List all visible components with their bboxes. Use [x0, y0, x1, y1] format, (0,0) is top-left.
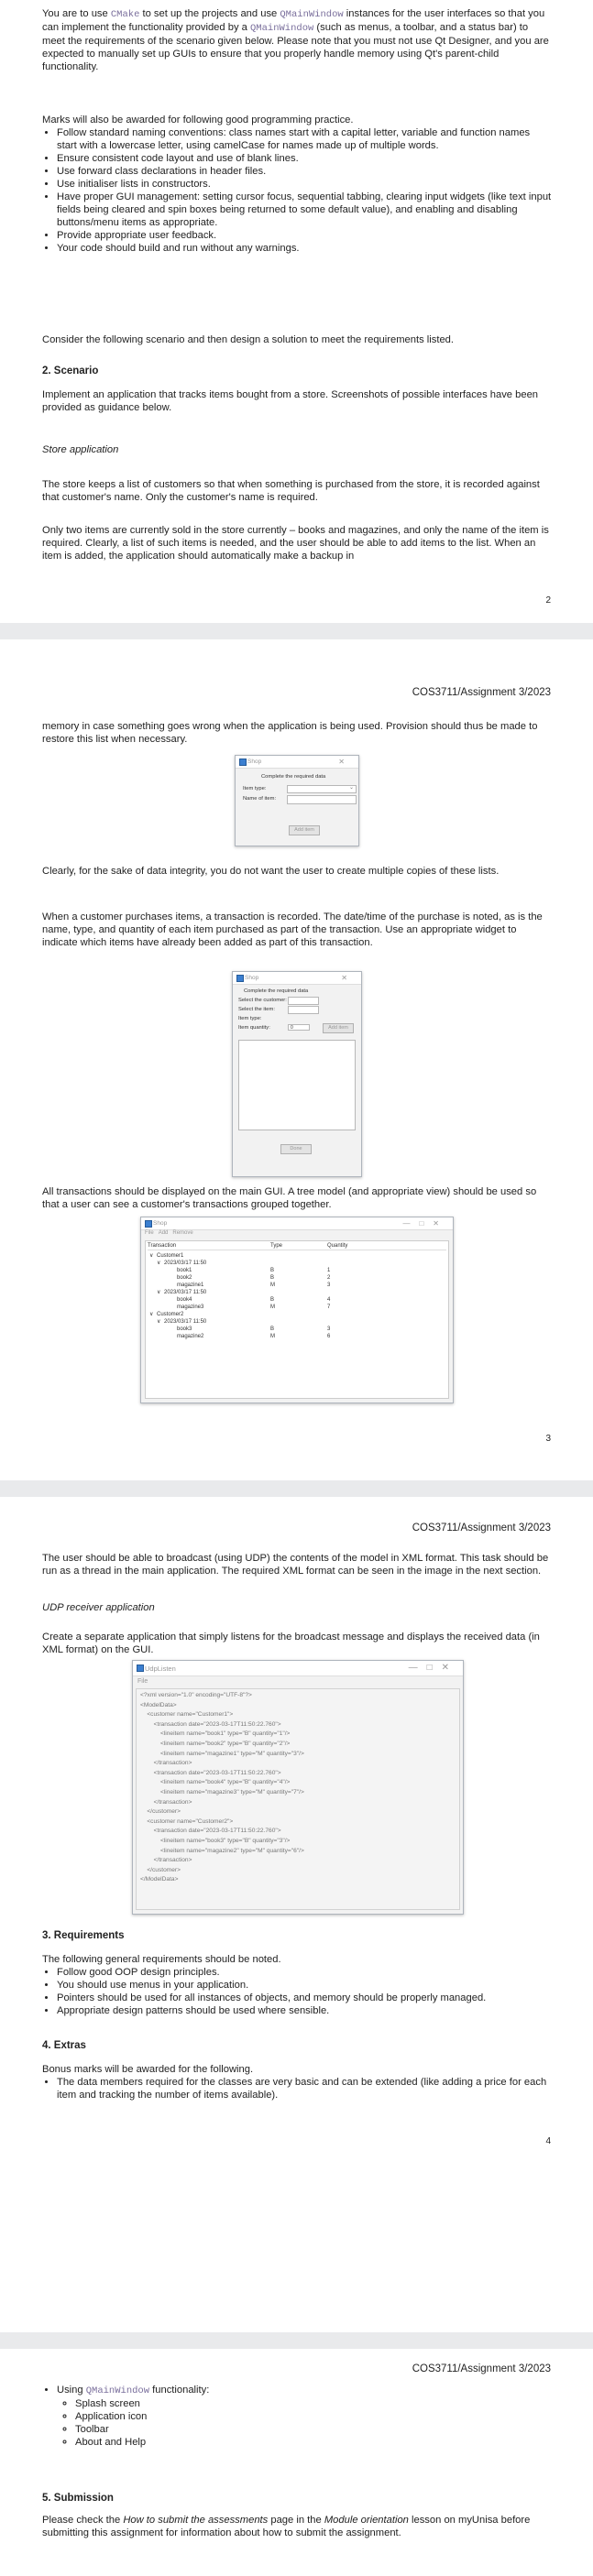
- item-label: Select the item:: [238, 1007, 275, 1012]
- memory-text: memory in case something goes wrong when the application is being used. Provision should thus be made to restore this list when necessary.: [42, 721, 538, 745]
- tree-body: [148, 1252, 446, 1340]
- xml-line: </transaction>: [140, 1798, 192, 1806]
- udp-receiver-text: Create a separate application that simply listens for the broadcast message and displays the received data (in XML format) on the GUI.: [42, 1632, 540, 1655]
- tree-cell-text: Customer1: [157, 1253, 184, 1259]
- item-type-label: Item type:: [238, 1016, 262, 1021]
- tree-cell-text: magazine2: [177, 1334, 204, 1339]
- tree-cell-text: 2023/03/17 11:50: [164, 1290, 207, 1295]
- page-2: [0, 0, 593, 623]
- udp-listen-window: UdpListen —□✕ File <?xml version="1.0" encoding="UTF-8"?> <ModelData> <customer name="Customer1"> <transaction date="2023-03-17T11:50:22.760"> <lineitem name="book1" type="B" quantity="1"/> <lineitem name="book2" type="B" quantity="2"/> <lineitem name="magazine1" type="M" quantity="3"/> </transaction> <transaction date="2023-03-17T11:50:22.760"> <lineitem name="book4" type="B" quantity="4"/> <lineitem name="magazine3" type="M" quantity="7"/> </transaction> </customer> <customer name="Customer2"> <transaction date="2023-03-17T11:50:22.760"> <lineitem name="book3" type="B" quantity="3"/> <lineitem name="magazine2" type="M" quantity="6"/> </transaction> </customer> </ModelData>: [132, 1660, 464, 1915]
- scenario-text: Implement an application that tracks items bought from a store. Screenshots of possible interfaces have been provided as guidance below.: [42, 389, 539, 413]
- tree-cell-type: M: [270, 1304, 275, 1310]
- added-items-list[interactable]: [238, 1040, 356, 1130]
- list-item: • Appropriate design patterns should be used where sensible.: [57, 2004, 552, 2017]
- requirements-section: The following general requirements should be noted. • Follow good OOP design principles. • You should use menus in your application. • Pointers should be used for all instances of objects, and memory should be properly managed. • Appropriate design patterns should be used where sensible.: [42, 1953, 552, 2017]
- list-item: • Use initialiser lists in constructors.: [57, 178, 552, 191]
- expand-arrow-icon[interactable]: ∨: [157, 1261, 161, 1266]
- quantity-label: Item quantity:: [238, 1025, 270, 1031]
- window-controls[interactable]: —□✕: [408, 1663, 458, 1673]
- tree-cell-quantity: 3: [327, 1326, 331, 1332]
- submission-text: Please check the How to submit the assessments page in the Module orientation lesson on myUnisa before submitting this assignment for information about how to submit the assignment.: [42, 2515, 531, 2538]
- tree-cell-text: magazine3: [177, 1304, 204, 1310]
- list-item: ◦ Application icon: [75, 2410, 552, 2423]
- cmake-code: CMake: [110, 9, 140, 20]
- page-number: 3: [545, 1434, 551, 1444]
- page-separator: [0, 1480, 593, 1497]
- xml-line: </customer>: [140, 1866, 181, 1873]
- expand-arrow-icon[interactable]: ∨: [149, 1253, 154, 1259]
- menu-file[interactable]: File: [137, 1678, 148, 1685]
- column-type[interactable]: Type: [270, 1243, 283, 1249]
- xml-line: <transaction date="2023-03-17T11:50:22.760">: [140, 1769, 281, 1776]
- list-item: • Use forward class declarations in header files.: [57, 165, 552, 178]
- consider-text: Consider the following scenario and then design a solution to meet the requirements listed.: [42, 334, 455, 345]
- udp-receiver-heading: UDP receiver application: [42, 1602, 155, 1613]
- add-item-dialog: Shop ✕ Complete the required data Item type: ⌄ Name of item: Add item: [235, 755, 359, 846]
- xml-line: <?xml version="1.0" encoding="UTF-8"?>: [140, 1692, 252, 1698]
- close-icon[interactable]: ✕: [338, 758, 354, 766]
- page-header: COS3711/Assignment 3/2023: [412, 1523, 551, 1534]
- tree-row[interactable]: [148, 1289, 446, 1296]
- requirements-list: [42, 1966, 552, 2017]
- store-text: The store keeps a list of customers so that when something is purchased from the store, it is recorded against that customer's name. Only the customer's name is required.: [42, 479, 540, 503]
- xml-line: <lineitem name="magazine2" type="M" quantity="6"/>: [140, 1847, 304, 1854]
- item-name-input[interactable]: [287, 795, 357, 804]
- xml-line: </customer>: [140, 1808, 181, 1816]
- add-item-button[interactable]: Add item: [289, 825, 320, 835]
- expand-arrow-icon[interactable]: ∨: [149, 1312, 154, 1317]
- list-item: • Ensure consistent code layout and use of blank lines.: [57, 152, 552, 165]
- tree-cell-text: book4: [177, 1297, 192, 1303]
- page-header: COS3711/Assignment 3/2023: [412, 2363, 551, 2374]
- list-item: • Follow good OOP design principles.: [57, 1966, 552, 1979]
- items-text: Only two items are currently sold in the store currently – books and magazines, and only the name of the item is required. Clearly, a list of such items is needed, and the user should be able to add items to the list. When an item is added, the application should automatically make a backup in: [42, 525, 549, 562]
- tree-cell-type: B: [270, 1297, 275, 1303]
- list-item: • Your code should build and run without any warnings.: [57, 242, 552, 255]
- xml-line: <customer name="Customer1">: [140, 1711, 234, 1719]
- tree-row[interactable]: [148, 1304, 446, 1311]
- app-icon: [145, 1220, 152, 1228]
- list-item: • Provide appropriate user feedback.: [57, 229, 552, 242]
- menu-file[interactable]: File: [145, 1230, 154, 1236]
- extras-list: [42, 2076, 552, 2101]
- section-heading-extras: 4. Extras: [42, 2040, 86, 2051]
- window-controls[interactable]: —□✕: [402, 1219, 448, 1228]
- page-4: [0, 1497, 593, 2334]
- tree-cell-text: 2023/03/17 11:50: [164, 1319, 207, 1325]
- transaction-tree-view[interactable]: [145, 1240, 449, 1399]
- store-app-heading: Store application: [42, 444, 119, 455]
- tree-cell-text: book3: [177, 1326, 192, 1332]
- qmainwindow-features: • Using QMainWindow functionality: ◦ Splash screen ◦ Application icon ◦ Toolbar ◦ About and Help: [42, 2384, 552, 2449]
- tree-cell-quantity: 1: [327, 1268, 331, 1273]
- tree-header: [148, 1242, 446, 1250]
- app-icon: [236, 975, 244, 982]
- page-3: [0, 639, 593, 1480]
- tree-row[interactable]: [148, 1311, 446, 1318]
- udp-broadcast-text: The user should be able to broadcast (using UDP) the contents of the model in XML format. This task should be run as a thread in the main application. The required XML format can be seen in the image in the next section.: [42, 1553, 549, 1577]
- tree-row[interactable]: [148, 1296, 446, 1304]
- page-number: 4: [545, 2136, 551, 2146]
- tree-cell-type: M: [270, 1283, 275, 1288]
- list-item: • The data members required for the classes are very basic and can be extended (like adding a price for each item and tracking the number of items available).: [57, 2076, 552, 2101]
- list-item: • Pointers should be used for all instances of objects, and memory should be properly managed.: [57, 1992, 552, 2004]
- xml-line: </transaction>: [140, 1760, 192, 1767]
- extras-section: Bonus marks will be awarded for the following. • The data members required for the classes are very basic and can be extended (like adding a price for each item and tracking the number of items available).: [42, 2063, 552, 2101]
- page-header: COS3711/Assignment 3/2023: [412, 687, 551, 698]
- page-separator: [0, 2332, 593, 2349]
- item-name-label: Name of item:: [243, 796, 277, 802]
- list-item: ◦ Splash screen: [75, 2397, 552, 2410]
- tree-row[interactable]: [148, 1260, 446, 1267]
- xml-line: <transaction date="2023-03-17T11:50:22.760">: [140, 1720, 281, 1728]
- tree-cell-text: book1: [177, 1268, 192, 1273]
- list-item: • You should use menus in your application.: [57, 1979, 552, 1992]
- list-item: • Follow standard naming conventions: class names start with a capital letter, variable and function names start with a lowercase letter, using camelCase for names made up of multiple words.: [57, 126, 552, 152]
- transaction-text: When a customer purchases items, a transaction is recorded. The date/time of the purchase is noted, as is the name, type, and quantity of each item purchased as part of the transaction. Use an appropriate widget to indicate which items have already been added as part of this transaction.: [42, 911, 543, 948]
- xml-line: <customer name="Customer2">: [140, 1817, 234, 1825]
- tree-cell-text: book2: [177, 1275, 192, 1281]
- tree-cell-quantity: 7: [327, 1304, 331, 1310]
- xml-line: <lineitem name="book3" type="B" quantity="3"/>: [140, 1837, 291, 1844]
- xml-line: <ModelData>: [140, 1701, 177, 1708]
- tree-cell-quantity: 4: [327, 1297, 331, 1303]
- tree-cell-type: B: [270, 1326, 275, 1332]
- item-type-select[interactable]: [287, 785, 357, 793]
- tree-row[interactable]: [148, 1333, 446, 1340]
- xml-line: <lineitem name="book2" type="B" quantity="2"/>: [140, 1740, 291, 1747]
- list-item: ◦ Toolbar: [75, 2423, 552, 2436]
- list-item: ◦ About and Help: [75, 2436, 552, 2449]
- tree-cell-quantity: 3: [327, 1283, 331, 1288]
- column-transaction[interactable]: Transaction: [148, 1243, 177, 1249]
- all-transactions-text: All transactions should be displayed on the main GUI. A tree model (and appropriate view) should be used so that a user can see a customer's transactions grouped together.: [42, 1186, 537, 1210]
- add-item-button[interactable]: Add item: [323, 1023, 354, 1033]
- tree-row[interactable]: [148, 1282, 446, 1289]
- tree-cell-quantity: 6: [327, 1334, 331, 1339]
- tree-row[interactable]: [148, 1274, 446, 1282]
- column-quantity[interactable]: Quantity: [327, 1243, 348, 1249]
- xml-line: <lineitem name="book1" type="B" quantity="1"/>: [140, 1730, 291, 1738]
- tree-row[interactable]: [148, 1267, 446, 1274]
- xml-line: </transaction>: [140, 1857, 192, 1864]
- item-type-label: Item type:: [243, 786, 267, 791]
- tree-cell-text: Customer2: [157, 1312, 184, 1317]
- app-icon: [239, 759, 247, 766]
- xml-text-area[interactable]: [136, 1688, 460, 1910]
- chevron-down-icon: ⌄: [348, 785, 354, 791]
- tree-cell-text: magazine1: [177, 1283, 204, 1288]
- app-icon: [137, 1665, 144, 1672]
- xml-line: <transaction date="2023-03-17T11:50:22.760">: [140, 1828, 281, 1835]
- xml-line: <lineitem name="magazine1" type="M" quantity="3"/>: [140, 1750, 304, 1757]
- tree-cell-type: M: [270, 1334, 275, 1339]
- tree-row[interactable]: [148, 1318, 446, 1326]
- section-heading-scenario: 2. Scenario: [42, 366, 99, 377]
- section-heading-submission: 5. Submission: [42, 2493, 114, 2504]
- item-select[interactable]: [288, 1006, 319, 1014]
- dialog-heading: Complete the required data: [244, 988, 309, 994]
- section-heading-requirements: 3. Requirements: [42, 1930, 125, 1941]
- transaction-dialog: Shop ✕ Complete the required data Select the customer: Select the item: Item type: Item quantity: 0 Add item Done: [232, 971, 362, 1177]
- feature-sublist: [57, 2397, 552, 2449]
- page-separator: [0, 623, 593, 639]
- list-item: • Have proper GUI management: setting cursor focus, sequential tabbing, clearing input widgets (like text input fields being cleared and spin boxes being returned to some default value), and enabling and disabling buttons/menu items as appropriate.: [57, 191, 552, 229]
- tree-cell-type: B: [270, 1275, 275, 1281]
- expand-arrow-icon[interactable]: ∨: [157, 1319, 161, 1325]
- xml-line: <lineitem name="magazine3" type="M" quantity="7"/>: [140, 1788, 304, 1796]
- page-5: [0, 2349, 593, 2576]
- menu-bar: [145, 1230, 193, 1239]
- qmainwindow-code: QMainWindow: [280, 9, 344, 20]
- expand-arrow-icon[interactable]: ∨: [157, 1290, 161, 1295]
- tree-cell-text: 2023/03/17 11:50: [164, 1261, 207, 1266]
- done-button[interactable]: Done: [280, 1144, 312, 1154]
- tree-cell-quantity: 2: [327, 1275, 331, 1281]
- tree-row[interactable]: [148, 1326, 446, 1333]
- tree-cell-type: B: [270, 1268, 275, 1273]
- integrity-text: Clearly, for the sake of data integrity, you do not want the user to create multiple copies of these lists.: [42, 866, 500, 877]
- customer-select[interactable]: [288, 997, 319, 1005]
- intro-paragraph: You are to use CMake to set up the projects and use QMainWindow instances for the user interfaces so that you can implement the functionality provided by a QMainWindow (such as menus, a toolbar, and a status bar) to meet the requirements of the scenario given below. Please note that you must not use Qt Designer, and you are expected to manually set up GUIs to ensure that you properly handle memory using Qt's parent-child functionality.: [42, 8, 549, 72]
- menu-add[interactable]: Add: [158, 1230, 169, 1236]
- xml-line: <lineitem name="book4" type="B" quantity="4"/>: [140, 1779, 291, 1786]
- customer-label: Select the customer:: [238, 998, 287, 1003]
- good-practice-list: [42, 126, 552, 255]
- quantity-stepper[interactable]: 0: [288, 1024, 310, 1031]
- close-icon[interactable]: ✕: [341, 974, 357, 982]
- page-number: 2: [545, 595, 551, 606]
- tree-row[interactable]: [148, 1252, 446, 1260]
- menu-remove[interactable]: Remove: [172, 1230, 193, 1236]
- qmainwindow-code: QMainWindow: [85, 2385, 150, 2396]
- dialog-heading: Complete the required data: [261, 774, 326, 780]
- xml-content: [140, 1691, 304, 1885]
- shop-main-window: Shop —□✕ File Add Remove Transaction Type Quantity ∨ Customer1 ∨ 2023/03/17 11:50 book1 B 1 book2 B 2 magazine1 M 3 ∨ 2023/03/17 11:50 book4 B 4 magazine3 M 7 ∨ Customer2 ∨ 2023/03/17 11:50 book3 B 3 magazine2 M 6: [140, 1217, 454, 1403]
- xml-line: </ModelData>: [140, 1876, 179, 1883]
- good-practice-section: Marks will also be awarded for following good programming practice. • Follow standard naming conventions: class names start with a capital letter, variable and function names start with a lowercase letter, using camelCase for names made up of multiple words. • Ensure consistent code layout and use of blank lines. • Use forward class declarations in header files. • Use initialiser lists in constructors. • Have proper GUI management: setting cursor focus, sequential tabbing, clearing input widgets (like text input fields being cleared and spin boxes being returned to some default value), and enabling and disabling buttons/menu items as appropriate. • Provide appropriate user feedback. • Your code should build and run without any warnings.: [42, 114, 552, 255]
